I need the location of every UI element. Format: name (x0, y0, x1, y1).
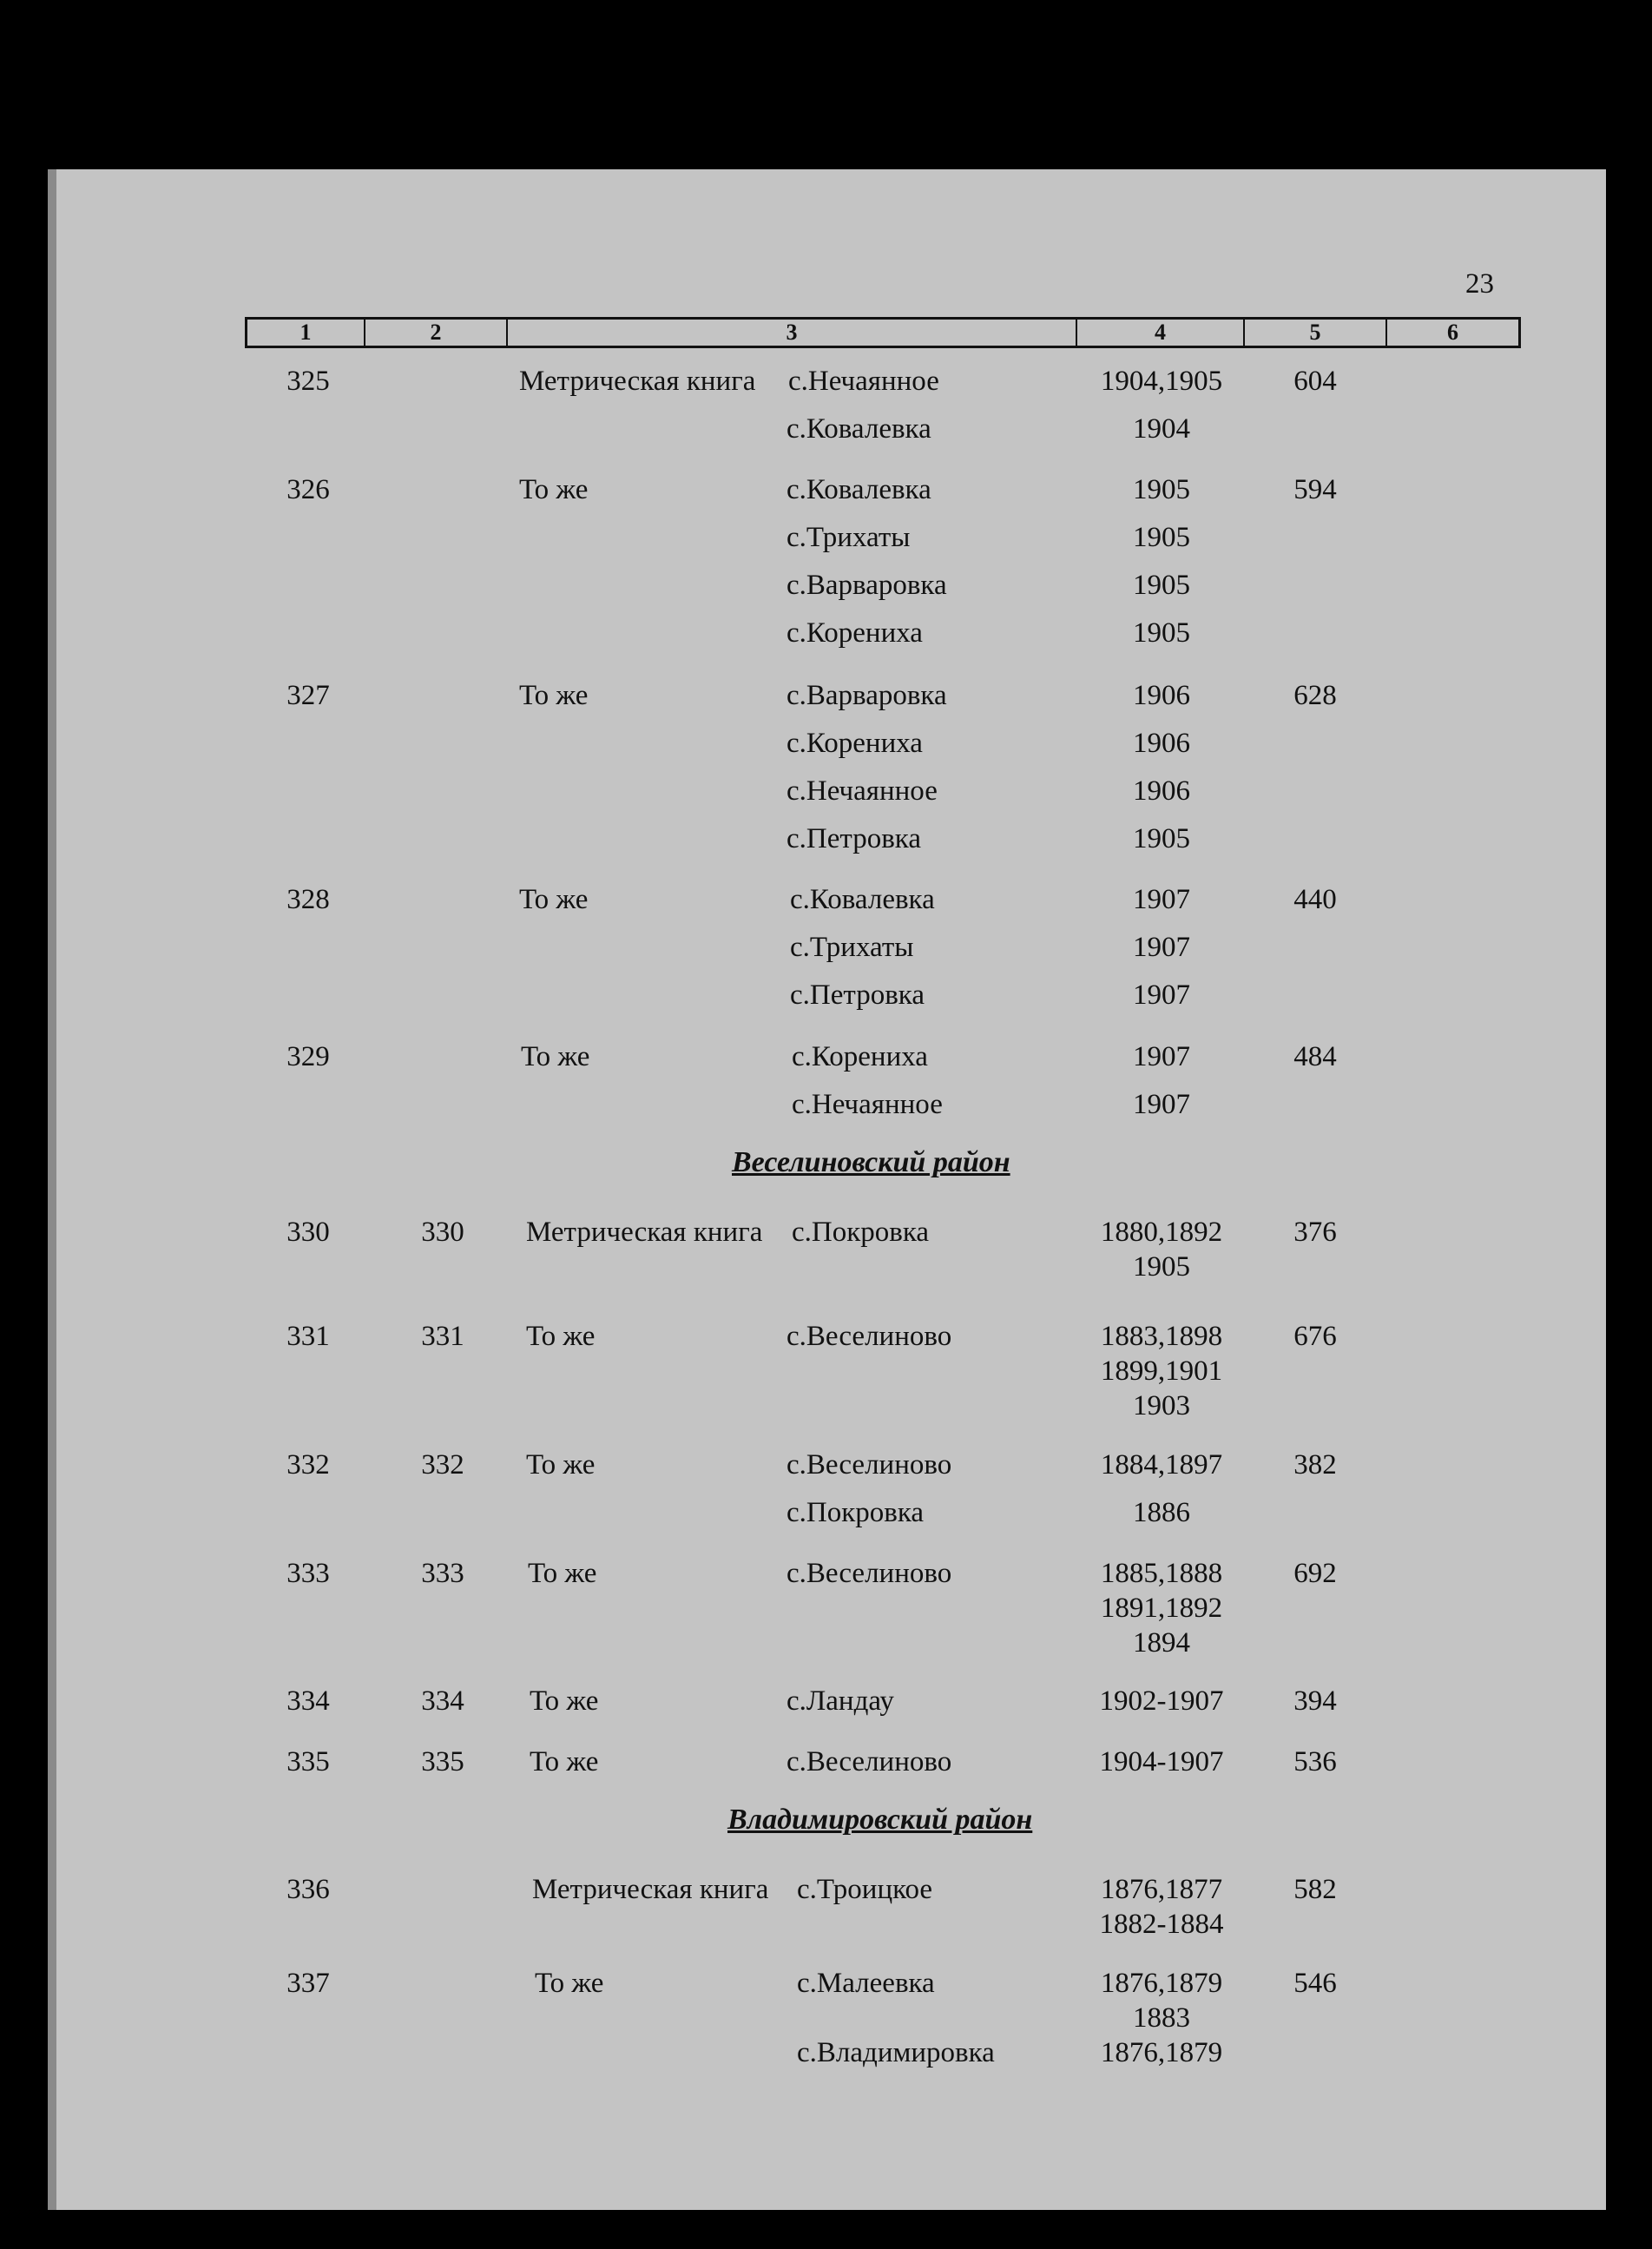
record-place: с.Веселиново (787, 1449, 952, 1481)
record-years: 1905 (1133, 474, 1190, 505)
record-title: То же (526, 1321, 596, 1352)
record-years: 1880,1892 (1100, 1217, 1223, 1248)
record-place: с.Варваровка (787, 570, 947, 601)
record-place: с.Ковалевка (787, 474, 931, 505)
record-years: 1907 (1133, 884, 1190, 915)
record-number-2: 335 (421, 1746, 464, 1777)
record-years: 1876,1877 (1100, 1874, 1223, 1905)
record-years: 1894 (1133, 1627, 1190, 1659)
record-years: 1876,1879 (1100, 1968, 1223, 1999)
record-number-2: 332 (421, 1449, 464, 1481)
record-years: 1905 (1133, 522, 1190, 553)
record-title: То же (519, 884, 589, 915)
column-header-2: 2 (365, 320, 508, 346)
record-title: То же (526, 1449, 596, 1481)
record-number-2: 331 (421, 1321, 464, 1352)
record-place: с.Варваровка (787, 680, 947, 711)
record-years: 1907 (1133, 932, 1190, 963)
record-title: Метрическая книга (532, 1874, 769, 1905)
record-sheets: 394 (1293, 1685, 1337, 1717)
column-header-1: 1 (247, 320, 365, 346)
record-years: 1903 (1133, 1390, 1190, 1421)
record-number: 327 (286, 680, 330, 711)
record-title: То же (521, 1041, 590, 1072)
record-place: с.Нечаянное (792, 1089, 943, 1120)
record-years: 1907 (1133, 979, 1190, 1011)
record-number: 328 (286, 884, 330, 915)
record-years: 1907 (1133, 1089, 1190, 1120)
record-sheets: 536 (1293, 1746, 1337, 1777)
record-place: с.Веселиново (787, 1558, 952, 1589)
record-title: То же (519, 680, 589, 711)
record-place: с.Владимировка (797, 2037, 995, 2068)
record-title: То же (528, 1558, 597, 1589)
record-years: 1891,1892 (1100, 1593, 1223, 1624)
record-place: с.Корениха (792, 1041, 928, 1072)
record-sheets: 546 (1293, 1968, 1337, 1999)
record-years: 1905 (1133, 617, 1190, 649)
record-number: 330 (286, 1217, 330, 1248)
column-header-row (245, 317, 1521, 348)
record-number: 329 (286, 1041, 330, 1072)
record-years: 1883,1898 (1100, 1321, 1223, 1352)
record-number: 325 (286, 366, 330, 397)
record-place: с.Трихаты (787, 522, 911, 553)
record-years: 1905 (1133, 570, 1190, 601)
record-place: с.Ковалевка (787, 413, 931, 445)
record-years: 1905 (1133, 1251, 1190, 1283)
record-number: 335 (286, 1746, 330, 1777)
page-number: 23 (1465, 268, 1494, 300)
record-sheets: 676 (1293, 1321, 1337, 1352)
record-title: Метрическая книга (519, 366, 756, 397)
record-years: 1902-1907 (1099, 1685, 1224, 1717)
record-title: Метрическая книга (526, 1217, 763, 1248)
district-heading: Веселиновский район (732, 1146, 1010, 1178)
record-title: То же (535, 1968, 604, 1999)
record-years: 1904-1907 (1099, 1746, 1224, 1777)
record-place: с.Ковалевка (790, 884, 935, 915)
record-number: 331 (286, 1321, 330, 1352)
record-sheets: 484 (1293, 1041, 1337, 1072)
record-sheets: 692 (1293, 1558, 1337, 1589)
record-place: с.Корениха (787, 617, 923, 649)
record-sheets: 440 (1293, 884, 1337, 915)
record-years: 1906 (1133, 680, 1190, 711)
record-number: 333 (286, 1558, 330, 1589)
record-years: 1905 (1133, 823, 1190, 854)
record-sheets: 628 (1293, 680, 1337, 711)
record-years: 1886 (1133, 1497, 1190, 1528)
record-sheets: 582 (1293, 1874, 1337, 1905)
record-number: 337 (286, 1968, 330, 1999)
record-years: 1906 (1133, 775, 1190, 807)
record-years: 1884,1897 (1100, 1449, 1223, 1481)
record-sheets: 594 (1293, 474, 1337, 505)
column-header-3: 3 (508, 320, 1077, 346)
record-title: То же (530, 1685, 599, 1717)
record-years: 1907 (1133, 1041, 1190, 1072)
record-place: с.Покровка (792, 1217, 930, 1248)
record-number: 334 (286, 1685, 330, 1717)
record-place: с.Петровка (787, 823, 921, 854)
record-number: 332 (286, 1449, 330, 1481)
record-sheets: 376 (1293, 1217, 1337, 1248)
record-place: с.Малеевка (797, 1968, 935, 1999)
record-years: 1876,1879 (1100, 2037, 1223, 2068)
record-sheets: 382 (1293, 1449, 1337, 1481)
record-years: 1906 (1133, 728, 1190, 759)
record-place: с.Троицкое (797, 1874, 933, 1905)
record-place: с.Петровка (790, 979, 925, 1011)
record-place: с.Веселиново (787, 1321, 952, 1352)
record-number-2: 330 (421, 1217, 464, 1248)
record-number-2: 334 (421, 1685, 464, 1717)
record-place: с.Покровка (787, 1497, 925, 1528)
record-place: с.Нечаянное (788, 366, 939, 397)
district-heading: Владимировский район (727, 1804, 1033, 1836)
record-place: с.Веселиново (787, 1746, 952, 1777)
record-title: То же (519, 474, 589, 505)
record-years: 1885,1888 (1100, 1558, 1223, 1589)
record-place: с.Корениха (787, 728, 923, 759)
record-number-2: 333 (421, 1558, 464, 1589)
record-place: с.Трихаты (790, 932, 914, 963)
record-years: 1904,1905 (1100, 366, 1223, 397)
record-years: 1899,1901 (1100, 1355, 1223, 1387)
column-header-6: 6 (1447, 320, 1458, 345)
record-number: 326 (286, 474, 330, 505)
record-sheets: 604 (1293, 366, 1337, 397)
record-years: 1904 (1133, 413, 1190, 445)
column-header-5: 5 (1245, 320, 1387, 346)
record-place: с.Нечаянное (787, 775, 938, 807)
record-number: 336 (286, 1874, 330, 1905)
record-place: с.Ландау (787, 1685, 894, 1717)
record-years: 1883 (1133, 2002, 1190, 2034)
column-header-4: 4 (1077, 320, 1245, 346)
record-years: 1882-1884 (1099, 1909, 1224, 1940)
record-title: То же (530, 1746, 599, 1777)
